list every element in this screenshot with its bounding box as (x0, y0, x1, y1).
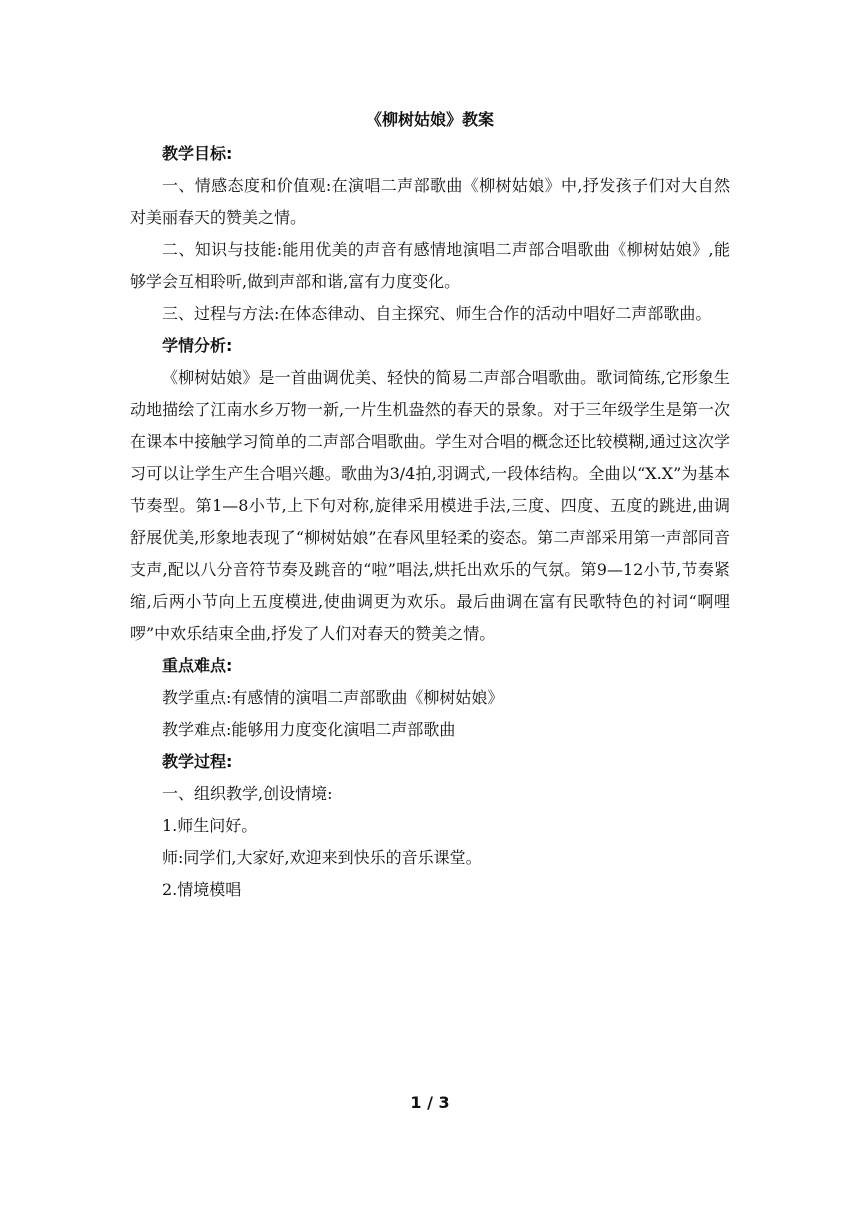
document-title: 《柳树姑娘》教案 (365, 110, 494, 129)
document-body (130, 104, 730, 906)
key-point-focus: 教学重点:有感情的演唱二声部歌曲《柳树姑娘》 (162, 688, 504, 707)
process-line-2: 师:同学们,大家好,欢迎来到快乐的音乐课堂。 (162, 848, 482, 867)
objective-item-1: 一、情感态度和价值观:在演唱二声部歌曲《柳树姑娘》中,抒发孩子们对大自然对美丽春天的赞美之情。 (130, 176, 730, 227)
analysis-heading: 学情分析: (162, 336, 233, 355)
objective-item-2: 二、知识与技能:能用优美的声音有感情地演唱二声部合唱歌曲《柳树姑娘》,能够学会互相聆听,做到声部和谐,富有力度变化。 (130, 240, 730, 291)
key-point-difficulty: 教学难点:能够用力度变化演唱二声部歌曲 (162, 720, 456, 739)
page-number: 1 / 3 (410, 1093, 450, 1112)
process-line-1: 1.师生问好。 (162, 816, 258, 835)
process-line-3: 2.情境模唱 (162, 880, 242, 899)
analysis-paragraph: 《柳树姑娘》是一首曲调优美、轻快的简易二声部合唱歌曲。歌词简练,它形象生动地描绘了江南水乡万物一新,一片生机盎然的春天的景象。对于三年级学生是第一次在课本中接触学习简单的二声部合唱歌曲。学生对合唱的概念还比较模糊,通过这次学习可以让学生产生合唱兴趣。歌曲为3/4拍,羽调式,一段体结构。全曲以“X.X”为基本节奏型。第1—8小节,上下句对称,旋律采用模进手法,三度、四度、五度的跳进,曲调舒展优美,形象地表现了“柳树姑娘”在春风里轻柔的姿态。第二声部采用第一声部同音支声,配以八分音符节奏及跳音的“啦”唱法,烘托出欢乐的气氛。第9—12小节,节奏紧缩,后两小节向上五度模进,使曲调更为欢乐。最后曲调在富有民歌特色的衬词“啊哩啰”中欢乐结束全曲,抒发了人们对春天的赞美之情。 (130, 368, 730, 643)
objective-item-3: 三、过程与方法:在体态律动、自主探究、师生合作的活动中唱好二声部歌曲。 (162, 304, 712, 323)
objectives-heading: 教学目标: (162, 144, 233, 163)
key-points-heading: 重点难点: (162, 656, 233, 675)
process-step1-heading: 一、组织教学,创设情境: (162, 784, 333, 803)
process-heading: 教学过程: (162, 752, 233, 771)
